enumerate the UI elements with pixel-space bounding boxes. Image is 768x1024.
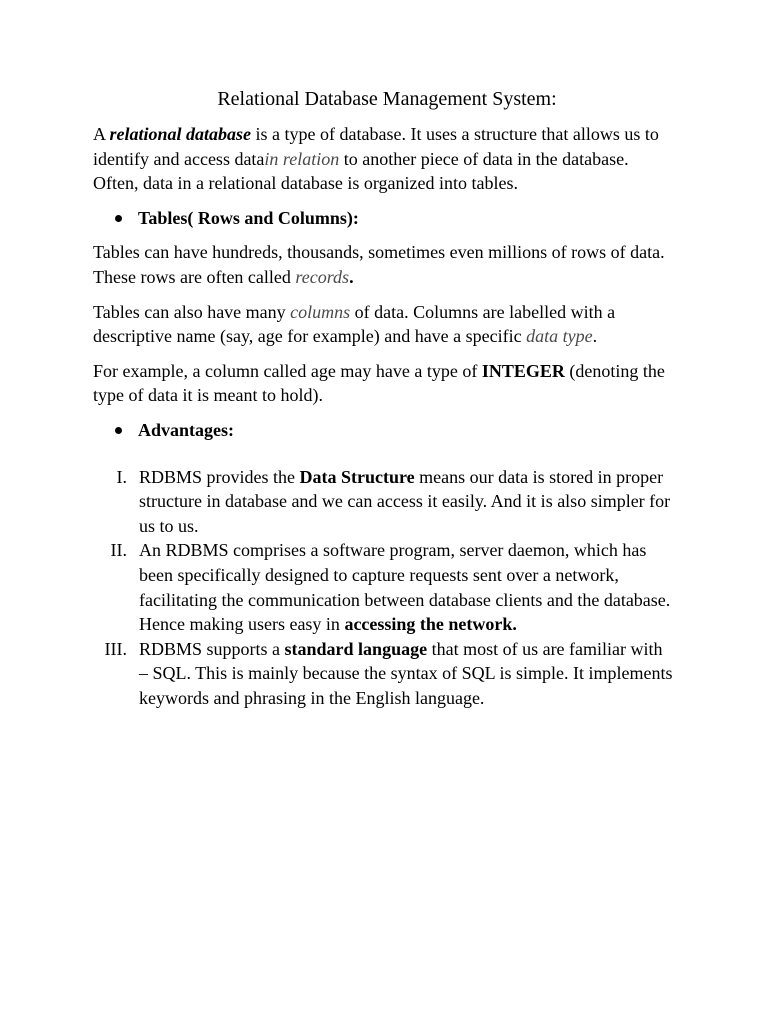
list-item-number: I. xyxy=(116,466,127,487)
list-item-number: II. xyxy=(110,540,127,561)
tables-p2-mid: of data. Columns are labelled with a descriptive name (say, age for example) and have a specific xyxy=(93,301,616,347)
advantages-list xyxy=(93,465,673,711)
list-item-text-pre: RDBMS provides the xyxy=(139,466,300,487)
bullet-dot-icon xyxy=(115,215,122,222)
list-item-number: III. xyxy=(104,638,127,659)
list-item xyxy=(93,637,673,711)
tables-p1-end: . xyxy=(349,266,354,287)
advantages-heading-bullet xyxy=(93,418,673,443)
tables-p3-end: (denoting the type of data it is meant to hold). xyxy=(93,360,665,406)
list-item xyxy=(93,538,673,636)
tables-p1-text: Tables can have hundreds, thousands, sometimes even millions of rows of data. These rows are often called xyxy=(93,242,665,287)
tables-p2-text: Tables can also have many xyxy=(93,301,291,322)
tables-paragraph-2 xyxy=(93,300,673,349)
document-title: Relational Database Management System: xyxy=(217,88,557,110)
intro-text-1: A xyxy=(93,124,110,144)
tables-paragraph-1 xyxy=(93,240,673,289)
advantages-heading: Advantages: xyxy=(138,419,235,440)
intro-text-3: to another piece of data in the database. Often, data in a relational database is organized into tables. xyxy=(93,148,629,194)
list-item xyxy=(93,465,673,539)
document-page xyxy=(93,86,673,710)
tables-p3-text: For example, a column called age may have a type of xyxy=(93,360,482,381)
tables-heading: Tables( Rows and Columns): xyxy=(138,207,359,228)
list-item-bold: accessing the network. xyxy=(344,614,517,635)
list-item-text-post: that most of us are familiar with – SQL. This is mainly because the syntax of SQL is simple. It implements keywords and phrasing in the English language. xyxy=(139,638,673,708)
intro-term: relational database xyxy=(109,124,252,144)
bullet-dot-icon xyxy=(115,427,122,434)
list-item-text-pre: RDBMS supports a xyxy=(139,638,285,659)
list-item-bold: Data Structure xyxy=(299,466,415,487)
intro-link-in-relation: in relation xyxy=(264,148,340,169)
integer-keyword: INTEGER xyxy=(481,360,565,381)
tables-p2-end: . xyxy=(592,326,598,347)
tables-heading-bullet xyxy=(93,206,673,231)
data-type-link: data type xyxy=(526,326,593,347)
tables-paragraph-3 xyxy=(93,359,673,408)
columns-link: columns xyxy=(290,301,351,322)
list-item-bold: standard language xyxy=(284,638,428,659)
intro-paragraph xyxy=(93,122,673,196)
intro-text-2: is a type of database. It uses a structure that allows us to identify and access data xyxy=(93,124,659,169)
records-link: records xyxy=(295,266,350,287)
list-item-text-pre: An RDBMS comprises a software program, server daemon, which has been specifically designed to capture requests sent over a network, facilitating the communication between database clients and the database. Hence making users easy in xyxy=(139,540,671,635)
list-item-text-post: means our data is stored in proper structure in database and we can access it easily. And it is also simpler for us to us. xyxy=(139,466,671,536)
